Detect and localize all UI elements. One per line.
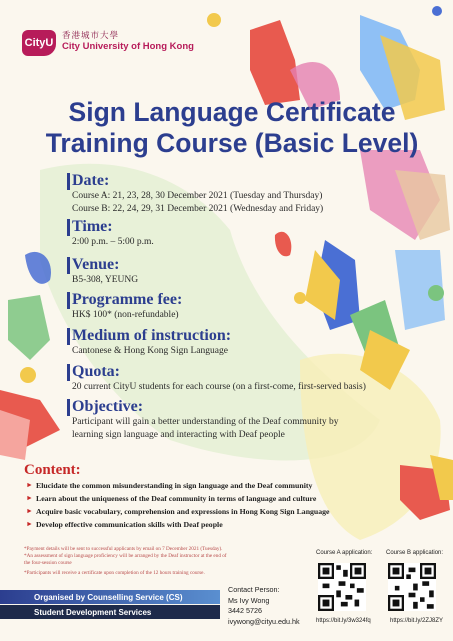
contact-name: Ms Ivy Wong — [228, 595, 270, 605]
section-heading: Objective: — [72, 398, 144, 415]
organiser-text: Student Development Services — [34, 607, 152, 617]
section-line: HK$ 100* (non-refundable) — [72, 310, 179, 320]
section-line: 20 current CityU students for each course (on a first-come, first-served basis) — [72, 382, 366, 392]
list-item: ► Develop effective communication skills with Deaf people — [26, 520, 223, 529]
section-date — [72, 172, 432, 215]
section-venue — [72, 256, 432, 287]
section-medium — [72, 327, 432, 358]
section-bar — [67, 292, 70, 309]
footnote: *Participants will receive a certificate upon completion of the 12 hours training course. — [24, 570, 205, 576]
contact-info — [228, 585, 300, 627]
qr-b-url[interactable]: https://bit.ly/2ZJ8ZY — [390, 618, 444, 624]
section-objective — [72, 398, 432, 441]
content-heading: Content: — [24, 462, 81, 478]
section-bar — [67, 399, 70, 416]
section-line: Cantonese & Hong Kong Sign Language — [72, 346, 228, 356]
contact-email[interactable]: ivywong@cityu.edu.hk — [228, 616, 300, 626]
list-item: ► Elucidate the common misunderstanding in sign language and the Deaf community — [26, 481, 313, 490]
organiser-bar — [0, 605, 220, 619]
section-quota — [72, 363, 432, 394]
section-line: 2:00 p.m. – 5:00 p.m. — [72, 237, 154, 247]
footnote: *Payment details will be sent to successful applicants by email on 7 December 2021 (Tuesday). — [24, 546, 223, 552]
arrow-bullet-icon: ► — [26, 494, 33, 502]
section-bar — [67, 173, 70, 190]
section-line: Course B: 22, 24, 29, 31 December 2021 (Wednesday and Friday) — [72, 203, 324, 214]
arrow-bullet-icon: ► — [26, 481, 33, 489]
section-bar — [67, 364, 70, 381]
footnote: the four-session course — [24, 560, 72, 566]
logo-name-chinese: 香港城市大學 — [62, 31, 120, 41]
list-item: ► Learn about the uniqueness of the Deaf community in terms of language and culture — [26, 494, 317, 503]
section-heading: Medium of instruction: — [72, 327, 232, 344]
cityu-logo-mark: CityU — [22, 30, 56, 56]
section-heading: Date: — [72, 172, 110, 189]
qr-code-course-b[interactable] — [388, 563, 436, 611]
qr-b-label: Course B application: — [386, 550, 444, 556]
page-title: Sign Language Certificate Training Course (Basic Level) — [45, 97, 419, 158]
organiser-bar — [0, 590, 220, 604]
contact-phone: 3442 5726 — [228, 606, 262, 615]
section-line: Course A: 21, 23, 28, 30 December 2021 (Tuesday and Thursday) — [72, 191, 323, 201]
section-bar — [67, 257, 70, 274]
qr-a-label: Course A application: — [316, 550, 373, 556]
section-bar — [67, 219, 70, 236]
qr-a-url[interactable]: https://bit.ly/3w324fq — [316, 618, 371, 624]
section-bar — [67, 328, 70, 345]
organiser-text: Organised by Counselling Service (CS) — [34, 592, 183, 602]
footnote: *An assessment of sign language proficiency will be arranged by the Deaf instructor at the end of — [24, 553, 227, 559]
section-heading: Venue: — [72, 256, 120, 273]
logo-name-english: City University of Hong Kong — [62, 41, 194, 52]
arrow-bullet-icon: ► — [26, 507, 33, 515]
qr-code-course-a[interactable] — [318, 563, 366, 611]
list-item: ► Acquire basic vocabulary, comprehension and expressions in Hong Kong Sign Language — [26, 507, 330, 516]
section-programme-fee — [72, 291, 432, 322]
section-heading: Time: — [72, 218, 113, 235]
content-list — [26, 479, 406, 531]
section-line: Participant will gain a better understanding of the Deaf community by — [72, 417, 339, 427]
section-time — [72, 218, 432, 249]
section-heading: Quota: — [72, 363, 120, 380]
arrow-bullet-icon: ► — [26, 520, 33, 528]
section-line: learning sign language and interacting with Deaf people — [72, 429, 285, 440]
section-line: B5-308, YEUNG — [72, 275, 139, 285]
contact-label: Contact Person: — [228, 585, 280, 594]
section-heading: Programme fee: — [72, 291, 183, 308]
footnotes — [24, 546, 304, 577]
